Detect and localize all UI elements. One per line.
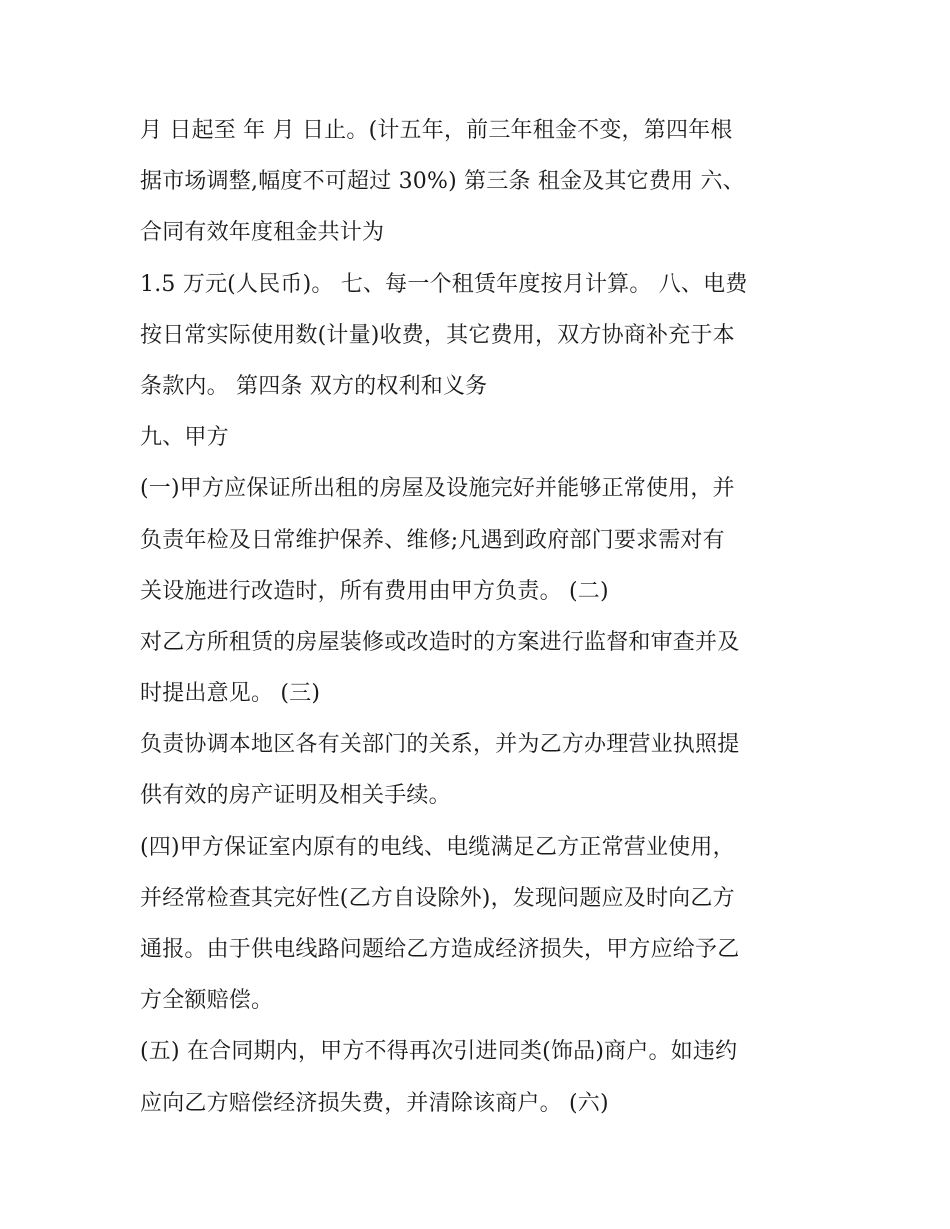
text-line: 据市场调整,幅度不可超过 30%) 第三条 租金及其它费用 六、: [140, 169, 745, 195]
section-heading: 九、甲方: [140, 425, 229, 451]
text-line: 供有效的房产证明及相关手续。: [140, 783, 451, 809]
text-line: 并经常检查其完好性(乙方自设除外)，发现问题应及时向乙方: [140, 885, 735, 911]
text-line: 通报。由于供电线路问题给乙方造成经济损失，甲方应给予乙: [140, 937, 740, 962]
text-line: 时提出意见。 (三): [140, 681, 321, 707]
text-line: 合同有效年度租金共计为: [140, 220, 385, 246]
text-line: 方全额赔偿。: [140, 988, 274, 1014]
text-line: (五) 在合同期内，甲方不得再次引进同类(饰品)商户。如违约: [140, 1039, 738, 1065]
text-line: 负责年检及日常维护保养、维修;凡遇到政府部门要求需对有: [140, 527, 725, 553]
document-body: [140, 105, 820, 1129]
text-line: (一)甲方应保证所出租的房屋及设施完好并能够正常使用，并: [140, 476, 735, 502]
text-line: 月 日起至 年 月 日止。(计五年，前三年租金不变，第四年根: [140, 118, 733, 143]
text-line: 对乙方所租赁的房屋装修或改造时的方案进行监督和审查并及: [140, 629, 740, 655]
text-line: 关设施进行改造时，所有费用由甲方负责。 (二): [140, 578, 609, 604]
text-line: 按日常实际使用数(计量)收费，其它费用，双方协商补充于本: [140, 322, 735, 348]
text-line: 条款内。 第四条 双方的权利和义务: [140, 373, 488, 399]
text-line: 负责协调本地区各有关部门的关系，并为乙方办理营业执照提: [140, 732, 740, 758]
text-line: 应向乙方赔偿经济损失费，并清除该商户。 (六): [140, 1090, 609, 1116]
text-line: (四)甲方保证室内原有的电线、电缆满足乙方正常营业使用，: [140, 834, 735, 860]
text-line: 1.5 万元(人民币)。 七、每一个租赁年度按月计算。 八、电费: [140, 271, 748, 297]
